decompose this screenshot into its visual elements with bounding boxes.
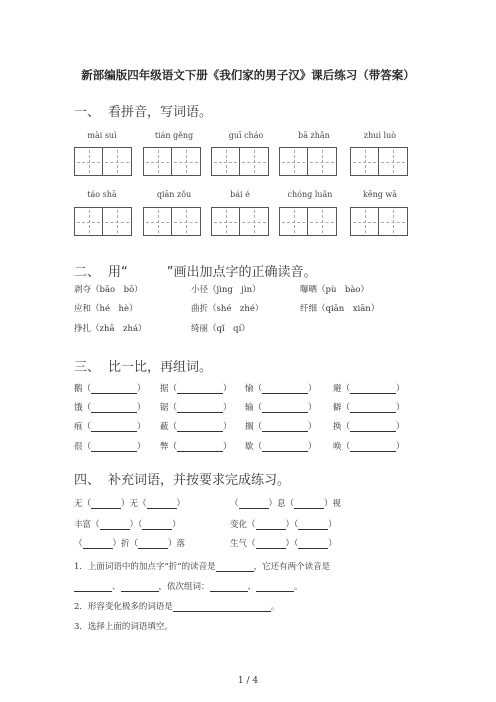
answer-blank[interactable]	[91, 499, 121, 509]
compare-item: 愉（ ）	[245, 384, 317, 394]
reading-item: 挣扎（zhā zhá）	[74, 324, 147, 334]
answer-blank[interactable]	[262, 384, 308, 394]
answer-blank[interactable]	[177, 422, 223, 432]
compare-char: 痕	[74, 422, 83, 432]
compare-item: 蔽（ ）	[160, 422, 232, 432]
section-text: 补充词语，并按要求完成练习。	[108, 473, 291, 488]
question-2: 2．形容变化极多的词语是 。	[74, 602, 280, 612]
answer-blank[interactable]	[138, 539, 168, 549]
answer-blank[interactable]	[350, 442, 396, 452]
compare-item: 痕（ ）	[74, 422, 146, 432]
compare-item: 很（ ）	[74, 442, 146, 452]
pinyin: bái é	[230, 190, 250, 199]
answer-blank[interactable]	[91, 384, 137, 394]
fill-phrase: 丰富（ ）（ ）	[74, 520, 181, 530]
reading-item: 小径（jìng jìn）	[191, 285, 261, 295]
reading-item: 剥夺（bāo bō）	[74, 285, 143, 295]
fill-phrase: （ ）折（ ）落	[74, 539, 186, 549]
answer-blank[interactable]	[239, 499, 269, 509]
answer-blank[interactable]	[256, 539, 286, 549]
compare-item: 饿（ ）	[74, 403, 146, 413]
section-text: 比一比，再组词。	[108, 360, 213, 375]
compare-item: 输（ ）	[245, 403, 317, 413]
fill-phrase: （ ）息（ ）视	[230, 499, 342, 509]
compare-char: 唤	[333, 442, 342, 452]
answer-blank[interactable]	[177, 442, 223, 452]
answer-blank[interactable]	[298, 520, 328, 530]
section-text: 用“ ”画出加点字的正确读音。	[108, 265, 317, 280]
compare-item: 唤（ ）	[333, 442, 405, 452]
compare-item: 鹅（ ）	[74, 384, 146, 394]
writing-grid[interactable]	[350, 207, 408, 236]
compare-char: 愉	[245, 384, 254, 394]
compare-item: 据（ ）	[160, 384, 232, 394]
writing-grid[interactable]	[279, 147, 337, 176]
page-number: 1 / 4	[237, 676, 259, 686]
question-1: 1．上面词语中的加点字“折”的读音是 ，它还有两个读音是	[74, 562, 331, 572]
answer-blank[interactable]	[298, 539, 328, 549]
section-number: 二、	[74, 265, 101, 280]
pinyin: tián gěng	[154, 131, 194, 140]
reading-item: 应和（hé hè）	[74, 304, 138, 314]
compare-char: 蔽	[160, 422, 169, 432]
pinyin: mài suì	[87, 131, 117, 140]
compare-char: 歇	[245, 442, 254, 452]
compare-char: 僻	[333, 403, 342, 413]
answer-blank[interactable]	[350, 384, 396, 394]
answer-blank[interactable]	[256, 520, 286, 530]
fill-phrase: 变化（ ）（ ）	[230, 520, 337, 530]
answer-blank[interactable]	[91, 422, 137, 432]
compare-char: 输	[245, 403, 254, 413]
writing-grid[interactable]	[279, 207, 337, 236]
compare-char: 鹅	[74, 384, 83, 394]
writing-grid[interactable]	[143, 147, 201, 176]
fill-phrase: 生气（ ）（ ）	[230, 539, 337, 549]
section-number: 四、	[74, 473, 101, 488]
answer-blank[interactable]	[262, 403, 308, 413]
answer-blank[interactable]	[262, 442, 308, 452]
answer-blank[interactable]	[83, 539, 113, 549]
answer-blank[interactable]	[74, 582, 112, 592]
section-3-heading	[74, 356, 212, 375]
reading-item: 纤细（qiān xiān）	[300, 304, 380, 314]
reading-item: 绮丽（qǐ qí）	[191, 324, 250, 334]
compare-char: 弊	[160, 442, 169, 452]
pinyin: bā zhǎn	[298, 131, 330, 140]
compare-char: 很	[74, 442, 83, 452]
answer-blank[interactable]	[173, 602, 271, 612]
compare-char: 饿	[74, 403, 83, 413]
answer-blank[interactable]	[91, 442, 137, 452]
section-number: 三、	[74, 360, 101, 375]
answer-blank[interactable]	[350, 403, 396, 413]
pinyin: chóng luǎn	[287, 190, 333, 199]
writing-grid[interactable]	[74, 207, 132, 236]
compare-item: 避（ ）	[333, 384, 405, 394]
answer-blank[interactable]	[216, 562, 254, 572]
compare-char: 据	[160, 384, 169, 394]
writing-grid[interactable]	[211, 207, 269, 236]
answer-blank[interactable]	[294, 499, 324, 509]
compare-char: 搁	[245, 422, 254, 432]
answer-blank[interactable]	[100, 520, 130, 530]
writing-grid[interactable]	[74, 147, 132, 176]
fill-phrase: 无（ ）无（ ）	[74, 499, 186, 509]
writing-grid[interactable]	[143, 207, 201, 236]
pinyin: táo shā	[87, 190, 117, 199]
compare-char: 锯	[160, 403, 169, 413]
compare-item: 换（ ）	[333, 422, 405, 432]
document-title: 新部编版四年级语文下册《我们家的男子汉》课后练习（带答案）	[81, 68, 415, 82]
section-number: 一、	[74, 105, 101, 120]
compare-item: 歇（ ）	[245, 442, 317, 452]
compare-item: 弊（ ）	[160, 442, 232, 452]
question-1-continued: 、 ，依次组词： 、 。	[74, 580, 303, 592]
pinyin: qiān zǒu	[156, 190, 192, 199]
reading-item: 曲折（shé zhé）	[191, 304, 264, 314]
answer-blank[interactable]	[262, 422, 308, 432]
section-text: 看拼音，写词语。	[108, 105, 213, 120]
answer-blank[interactable]	[177, 403, 223, 413]
compare-char: 换	[333, 422, 342, 432]
compare-char: 避	[333, 384, 342, 394]
pinyin: zhuì luò	[363, 131, 397, 140]
answer-blank[interactable]	[142, 520, 172, 530]
question-3: 3．选择上面的词语填空。	[74, 622, 173, 632]
answer-blank[interactable]	[91, 403, 137, 413]
answer-blank[interactable]	[210, 582, 248, 592]
section-1-heading	[74, 101, 212, 120]
pinyin: guī cháo	[228, 131, 264, 140]
compare-item: 搁（ ）	[245, 422, 317, 432]
answer-blank[interactable]	[256, 582, 294, 592]
pinyin: kēng wā	[362, 190, 397, 199]
writing-grid[interactable]	[211, 147, 269, 176]
section-2-heading	[74, 261, 316, 280]
answer-blank[interactable]	[121, 582, 159, 592]
answer-blank[interactable]	[350, 422, 396, 432]
writing-grid[interactable]	[350, 147, 408, 176]
answer-blank[interactable]	[147, 499, 177, 509]
compare-item: 锯（ ）	[160, 403, 232, 413]
reading-item: 曝晒（pù bào）	[300, 285, 370, 295]
section-4-heading	[74, 469, 290, 488]
compare-item: 僻（ ）	[333, 403, 405, 413]
answer-blank[interactable]	[177, 384, 223, 394]
